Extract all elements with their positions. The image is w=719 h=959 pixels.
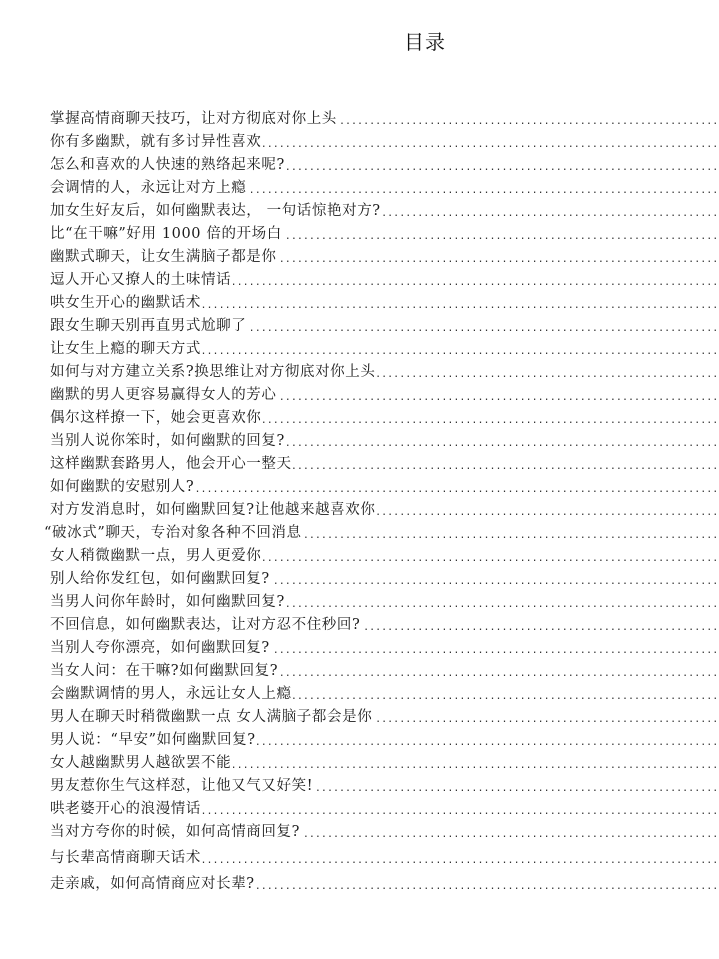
toc-entry-title: 女人稍微幽默一点，男人更爱你 [50, 545, 262, 568]
toc-entry[interactable] [0, 873, 719, 896]
toc-entry[interactable] [0, 614, 719, 637]
toc-entry-title: 走亲戚，如何高情商应对长辈? [50, 873, 256, 896]
toc-entry-title: 怎么和喜欢的人快速的熟络起来呢? [50, 154, 286, 177]
toc-entry[interactable] [0, 177, 719, 200]
toc-entry[interactable] [0, 568, 719, 591]
toc-entry-title: 这样幽默套路男人，他会开心一整天 [50, 453, 293, 476]
toc-entry[interactable] [0, 407, 719, 430]
toc-entry[interactable] [0, 361, 719, 384]
toc-entry[interactable] [0, 154, 719, 177]
toc-entry[interactable] [0, 338, 719, 361]
toc-entry-title: 让女生上瘾的聊天方式 [50, 338, 202, 361]
toc-entry-title: 比“在干嘛”好用 1000 倍的开场白 [50, 223, 283, 246]
toc-entry[interactable] [0, 683, 719, 706]
toc-entry[interactable] [0, 775, 719, 798]
toc-entry-title: 如何幽默的安慰别人? [50, 476, 195, 499]
toc-entry-title: 跟女生聊天别再直男式尬聊了 [50, 315, 247, 338]
toc-entry-title: 如何与对方建立关系?换思维让对方彻底对你上头 [50, 361, 376, 384]
table-of-contents [0, 108, 719, 896]
toc-entry-title: 男人在聊天时稍微幽默一点 女人满脑子都会是你 [50, 706, 373, 729]
toc-entry[interactable] [0, 246, 719, 269]
toc-entry[interactable] [0, 522, 719, 545]
toc-entry-title: 幽默式聊天，让女生满脑子都是你 [50, 246, 278, 269]
toc-entry-title: 逗人开心又撩人的土味情话 [50, 269, 232, 292]
toc-entry[interactable] [0, 384, 719, 407]
toc-entry-title: 男友惹你生气这样怼，让他又气又好笑! [50, 775, 314, 798]
toc-entry[interactable] [0, 798, 719, 821]
toc-entry[interactable] [0, 499, 719, 522]
toc-entry-title: 掌握高情商聊天技巧，让对方彻底对你上头 [50, 108, 338, 131]
toc-entry-title: 幽默的男人更容易赢得女人的芳心 [50, 384, 278, 407]
toc-entry-title: 对方发消息时，如何幽默回复?让他越来越喜欢你 [50, 499, 376, 522]
toc-entry-title: 不回信息，如何幽默表达，让对方忍不住秒回? [50, 614, 361, 637]
toc-entry[interactable] [0, 453, 719, 476]
toc-entry-title: “破冰式”聊天，专治对象各种不回消息 [44, 522, 303, 545]
toc-entry[interactable] [0, 847, 719, 870]
toc-entry[interactable] [0, 706, 719, 729]
toc-entry[interactable] [0, 131, 719, 154]
toc-entry[interactable] [0, 223, 719, 246]
toc-entry[interactable] [0, 752, 719, 775]
toc-entry[interactable] [0, 660, 719, 683]
toc-entry-title: 当女人问：在干嘛?如何幽默回复? [50, 660, 279, 683]
toc-entry[interactable] [0, 292, 719, 315]
toc-entry-title: 会调情的人，永远让对方上瘾 [50, 177, 247, 200]
toc-entry[interactable] [0, 591, 719, 614]
toc-entry-title: 女人越幽默男人越欲罢不能 [50, 752, 232, 775]
toc-entry-title: 别人给你发红包，如何幽默回复? [50, 568, 271, 591]
toc-entry-title: 哄老婆开心的浪漫情话 [50, 798, 202, 821]
toc-entry[interactable] [0, 269, 719, 292]
toc-entry[interactable] [0, 729, 719, 752]
toc-entry[interactable] [0, 108, 719, 131]
toc-entry[interactable] [0, 821, 719, 844]
toc-entry-title: 当别人夸你漂亮，如何幽默回复? [50, 637, 271, 660]
toc-entry-title: 当对方夸你的时候，如何高情商回复? [50, 821, 301, 844]
toc-entry[interactable] [0, 200, 719, 223]
toc-entry-title: 男人说：“早安”如何幽默回复? [50, 729, 257, 752]
toc-entry-title: 你有多幽默，就有多讨异性喜欢 [50, 131, 262, 154]
toc-entry-title: 加女生好友后，如何幽默表达， 一句话惊艳对方? [50, 200, 382, 223]
toc-entry-title: 偶尔这样撩一下，她会更喜欢你 [50, 407, 262, 430]
toc-entry-title: 会幽默调情的男人，永远让女人上瘾 [50, 683, 293, 706]
toc-entry[interactable] [0, 430, 719, 453]
toc-entry[interactable] [0, 545, 719, 568]
page-title: 目录 [404, 30, 446, 54]
toc-entry[interactable] [0, 315, 719, 338]
toc-entry-title: 当男人问你年龄时，如何幽默回复? [50, 591, 286, 614]
toc-entry-title: 当别人说你笨时，如何幽默的回复? [50, 430, 286, 453]
toc-entry-title: 哄女生开心的幽默话术 [50, 292, 202, 315]
toc-entry-title: 与长辈高情商聊天话术 [50, 847, 202, 870]
toc-entry[interactable] [0, 637, 719, 660]
toc-entry[interactable] [0, 476, 719, 499]
